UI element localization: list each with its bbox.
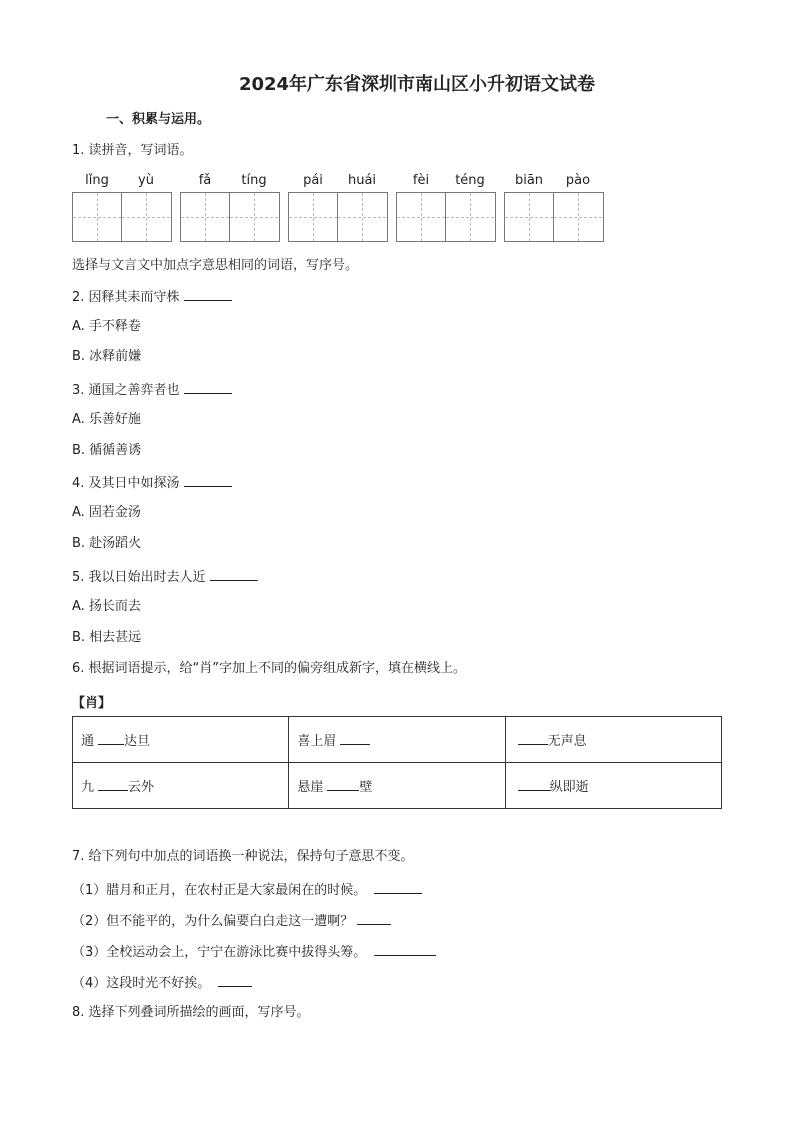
page-title: 2024年广东省深圳市南山区小升初语文试卷 bbox=[238, 74, 596, 95]
option-b: B. 赴汤蹈火 bbox=[72, 536, 142, 551]
instruction-wenyan: 选择与文言文中加点字意思相同的词语，写序号。 bbox=[72, 258, 359, 273]
option-a: A. 扬长而去 bbox=[72, 599, 141, 614]
pinyin-label: lǐng bbox=[85, 173, 109, 188]
cell-prefix: 喜上眉 bbox=[297, 734, 337, 749]
question-text: 3. 通国之善弈者也 bbox=[72, 383, 180, 398]
pinyin-label: fǎ bbox=[198, 173, 212, 188]
question-text: 5. 我以日始出时去人近 bbox=[72, 570, 206, 585]
sentence-text: （4）这段时光不好挨。 bbox=[72, 976, 211, 991]
answer-blank[interactable] bbox=[340, 731, 370, 745]
cell-prefix: 通 bbox=[81, 734, 95, 749]
question-3 bbox=[72, 380, 232, 400]
pinyin-group-3 bbox=[288, 173, 388, 191]
answer-blank[interactable] bbox=[374, 880, 422, 894]
table-cell bbox=[505, 763, 721, 809]
answer-blank[interactable] bbox=[184, 473, 232, 487]
pinyin-group-4 bbox=[396, 173, 496, 191]
table-cell bbox=[73, 763, 289, 809]
question-text: 2. 因释其耒而守株 bbox=[72, 290, 180, 305]
pinyin-label: téng bbox=[455, 173, 485, 188]
pinyin-group-2 bbox=[180, 173, 280, 191]
character-label: 【肖】 bbox=[72, 696, 112, 711]
answer-blank[interactable] bbox=[218, 973, 252, 987]
pinyin-group-5 bbox=[504, 173, 604, 191]
pinyin-label: tíng bbox=[241, 173, 267, 188]
cell-prefix: 九 bbox=[81, 780, 95, 795]
answer-blank[interactable] bbox=[518, 777, 550, 791]
pinyin-label: pào bbox=[565, 173, 591, 188]
writing-box[interactable] bbox=[180, 192, 280, 242]
answer-blank[interactable] bbox=[518, 731, 548, 745]
question-1: 1. 读拼音，写词语。 bbox=[72, 143, 193, 158]
option-b: B. 相去甚远 bbox=[72, 630, 142, 645]
table-cell bbox=[505, 717, 721, 763]
section-heading: 一、积累与运用。 bbox=[106, 112, 211, 127]
pinyin-label: fèi bbox=[412, 173, 430, 188]
answer-blank[interactable] bbox=[357, 911, 391, 925]
pinyin-label: huái bbox=[347, 173, 377, 188]
sentence-1 bbox=[72, 880, 422, 900]
question-5 bbox=[72, 567, 258, 587]
cell-suffix: 达旦 bbox=[124, 734, 151, 749]
option-a: A. 乐善好施 bbox=[72, 412, 141, 427]
option-b: B. 冰释前嫌 bbox=[72, 349, 142, 364]
option-a: A. 固若金汤 bbox=[72, 505, 141, 520]
cell-suffix: 壁 bbox=[359, 780, 373, 795]
table-cell bbox=[73, 717, 289, 763]
writing-box[interactable] bbox=[72, 192, 172, 242]
writing-box[interactable] bbox=[396, 192, 496, 242]
table-cell bbox=[289, 717, 505, 763]
cell-suffix: 纵即逝 bbox=[549, 780, 589, 795]
table-cell bbox=[289, 763, 505, 809]
question-2 bbox=[72, 287, 232, 307]
answer-blank[interactable] bbox=[98, 731, 124, 745]
sentence-text: （2）但不能平的，为什么偏要白白走这一遭啊？ bbox=[72, 914, 354, 929]
option-b: B. 循循善诱 bbox=[72, 443, 142, 458]
pinyin-group-1 bbox=[72, 173, 172, 191]
cell-suffix: 云外 bbox=[128, 780, 155, 795]
question-4 bbox=[72, 473, 232, 493]
pinyin-label: biān bbox=[514, 173, 544, 188]
answer-blank[interactable] bbox=[327, 777, 359, 791]
writing-box[interactable] bbox=[504, 192, 604, 242]
sentence-4 bbox=[72, 973, 252, 993]
question-text: 4. 及其日中如探汤 bbox=[72, 476, 180, 491]
sentence-3 bbox=[72, 942, 436, 962]
xiao-table bbox=[72, 716, 722, 809]
answer-blank[interactable] bbox=[374, 942, 436, 956]
question-8: 8. 选择下列叠词所描绘的画面，写序号。 bbox=[72, 1005, 310, 1020]
answer-blank[interactable] bbox=[184, 287, 232, 301]
question-6: 6. 根据词语提示，给“肖”字加上不同的偏旁组成新字，填在横线上。 bbox=[72, 661, 467, 676]
question-7: 7. 给下列句中加点的词语换一种说法，保持句子意思不变。 bbox=[72, 849, 414, 864]
sentence-text: （1）腊月和正月，在农村正是大家最闲在的时候。 bbox=[72, 883, 367, 898]
option-a: A. 手不释卷 bbox=[72, 319, 141, 334]
sentence-text: （3）全校运动会上，宁宁在游泳比赛中拔得头筹。 bbox=[72, 945, 367, 960]
pinyin-label: pái bbox=[303, 173, 323, 188]
answer-blank[interactable] bbox=[98, 777, 128, 791]
cell-prefix: 悬崖 bbox=[297, 780, 324, 795]
answer-blank[interactable] bbox=[210, 567, 258, 581]
answer-blank[interactable] bbox=[184, 380, 232, 394]
pinyin-label: yù bbox=[138, 173, 154, 188]
writing-box[interactable] bbox=[288, 192, 388, 242]
sentence-2 bbox=[72, 911, 391, 931]
cell-suffix: 无声息 bbox=[547, 734, 587, 749]
